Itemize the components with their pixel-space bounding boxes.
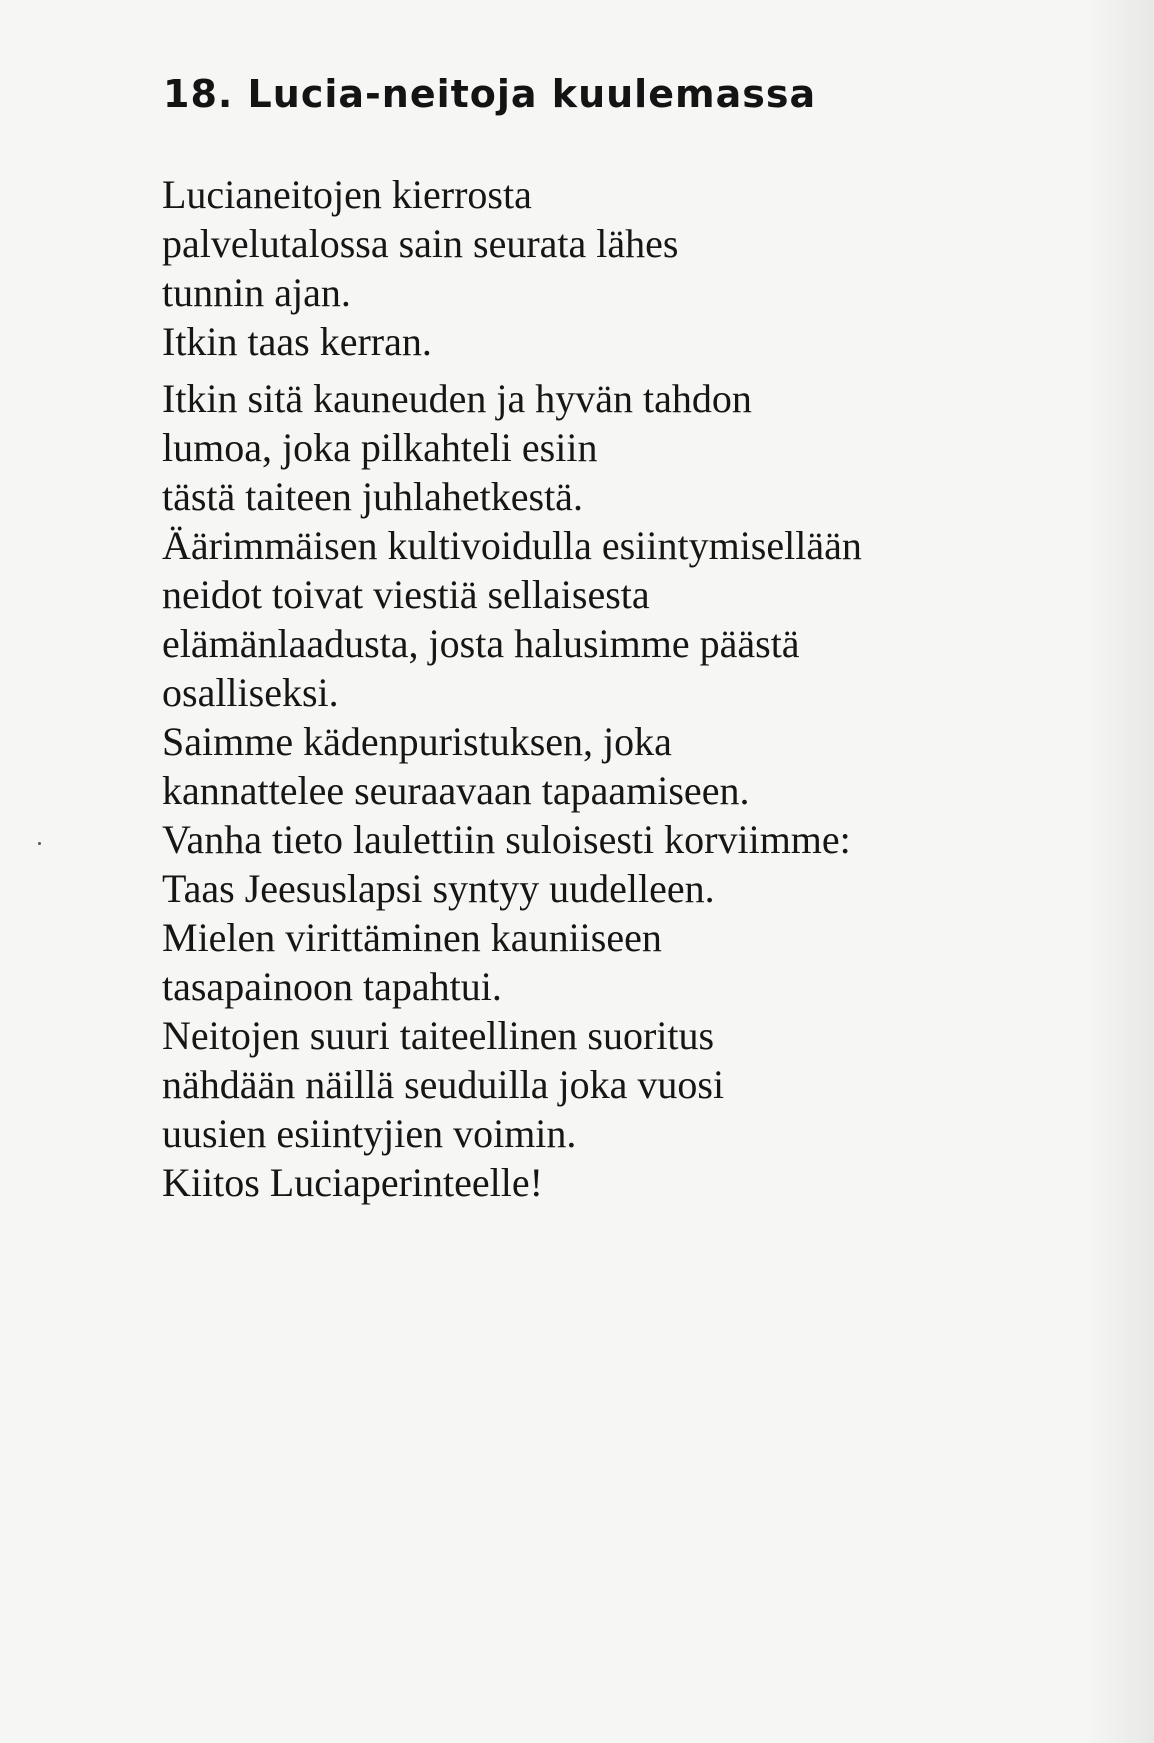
- poem-line: Saimme kädenpuristuksen, joka: [162, 719, 672, 764]
- poem-line: Mielen virittäminen kauniiseen: [162, 915, 662, 960]
- poem-line: elämänlaadusta, josta halusimme päästä: [162, 621, 800, 666]
- poem-line: lumoa, joka pilkahteli esiin: [162, 425, 598, 470]
- poem-title: 18. Lucia-neitoja kuulemassa: [163, 72, 817, 116]
- poem-line: uusien esiintyjien voimin.: [162, 1111, 577, 1156]
- poem-line: Itkin sitä kauneuden ja hyvän tahdon: [162, 376, 752, 421]
- ink-speck: [38, 842, 41, 845]
- poem-line: Vanha tieto laulettiin suloisesti korviimme:: [162, 817, 851, 862]
- poem-line: Taas Jeesuslapsi syntyy uudelleen.: [162, 866, 715, 911]
- page-spine-shadow: [1084, 0, 1154, 1743]
- poem-line: tunnin ajan.: [162, 270, 351, 315]
- poem-line: Itkin taas kerran.: [162, 319, 432, 364]
- poem-line: Neitojen suuri taiteellinen suoritus: [162, 1013, 715, 1058]
- poem-line: nähdään näillä seuduilla joka vuosi: [162, 1062, 725, 1107]
- poem-line: neidot toivat viestiä sellaisesta: [162, 572, 650, 617]
- poem-line: tästä taiteen juhlahetkestä.: [162, 474, 583, 519]
- poem-line: Kiitos Luciaperinteelle!: [162, 1160, 543, 1205]
- poem-line: kannattelee seuraavaan tapaamiseen.: [162, 768, 750, 813]
- poem-line: tasapainoon tapahtui.: [162, 964, 502, 1009]
- poem-line: Lucianeitojen kierrosta: [162, 172, 532, 217]
- poem-line: palvelutalossa sain seurata lähes: [162, 221, 679, 266]
- poem-line: Äärimmäisen kultivoidulla esiintymisellään: [162, 523, 862, 568]
- poem-line: osalliseksi.: [162, 670, 339, 715]
- poem-body: [162, 170, 1022, 1207]
